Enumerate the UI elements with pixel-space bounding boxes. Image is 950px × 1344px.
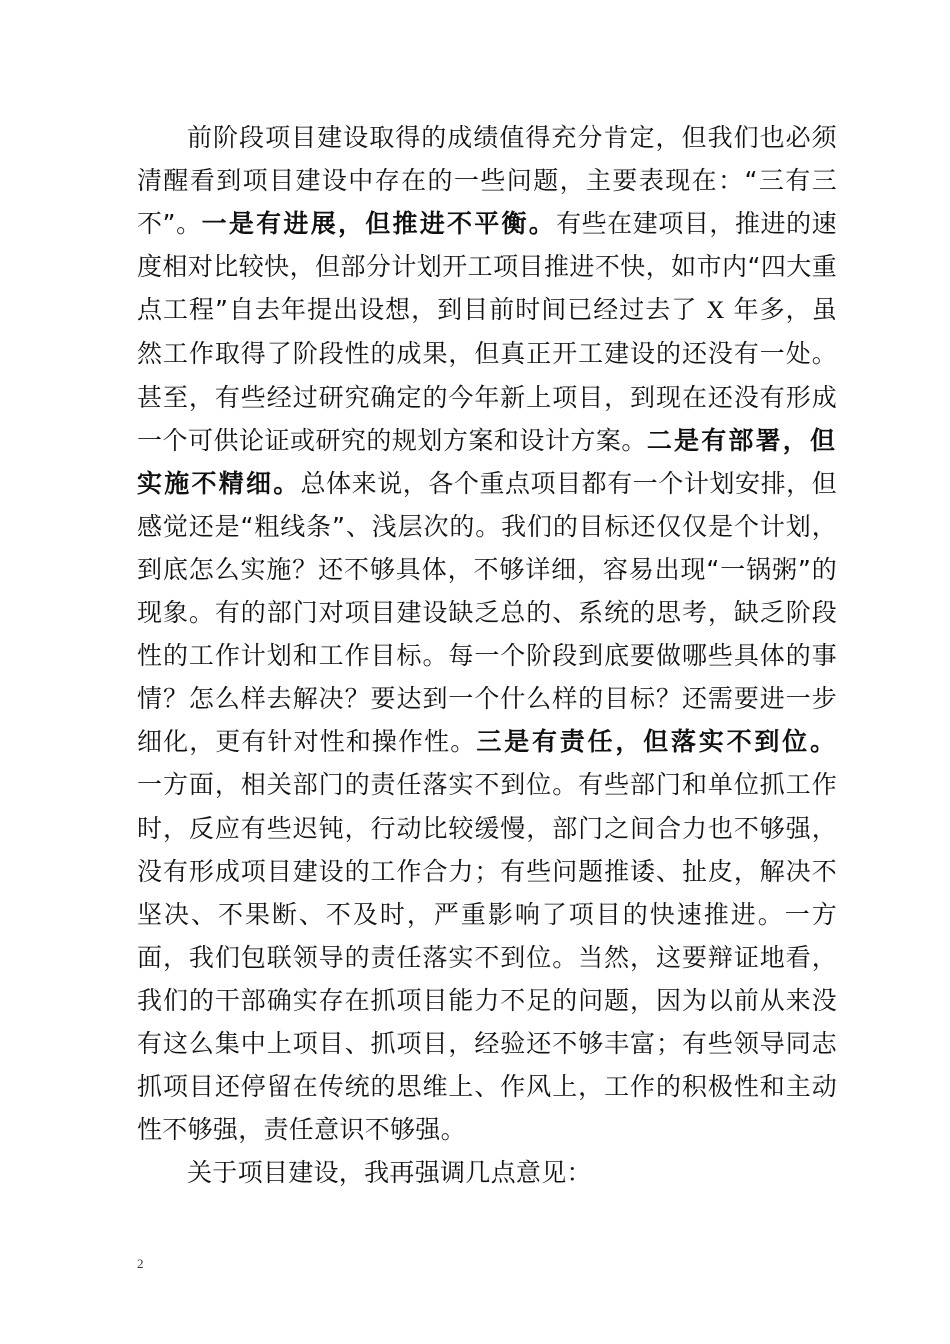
point1-text-b: 年多，虽然工作取得了阶段性的成果，但真正开工建设的还没有一处。甚至，有些经过研究确定的今年新上项目，到现在还没有形成一个可供论证或研究的规划方案和设计方案。 (137, 295, 837, 455)
point1-heading: 一是有进展，但推进不平衡。 (201, 209, 557, 239)
point3-text: 一方面，相关部门的责任落实不到位。有些部门和单位抓工作时，反应有些迟钝，行动比较缓慢，部门之间合力也不够强，没有形成项目建设的工作合力；有些问题推诿、扯皮，解决不坚决、不果断、不及时，严重影响了项目的快速推进。一方面，我们包联领导的责任落实不到位。当然，这要辩证地看，我们的干部确实存在抓项目能力不足的问题，因为以前从来没有这么集中上项目、抓项目，经验还不够丰富；有些领导同志抓项目还停留在传统的思维上、作风上，工作的积极性和主动性不够强，责任意识不够强。 (137, 770, 837, 1145)
paragraph-problems (137, 116, 837, 1151)
intro-text: 前阶段项目建设取得的成绩值得充分肯定，但我们也必须清醒看到项目建设中存在的一些问题，主要表现在：“三有三不”。 (137, 123, 837, 239)
paragraph-opinions: 关于项目建设，我再强调几点意见： (187, 1158, 592, 1188)
point3-heading: 三是有责任，但落实不到位。 (476, 727, 837, 757)
document-body (137, 116, 837, 1194)
point2-text: 总体来说，各个重点项目都有一个计划安排，但感觉还是“粗线条”、浅层次的。我们的目标还仅仅是个计划，到底怎么实施？还不够具体，不够详细，容易出现“一锅粥”的现象。有的部门对项目建设缺乏总的、系统的思考，缺乏阶段性的工作计划和工作目标。每一个阶段到底要做哪些具体的事情？怎么样去解决？要达到一个什么样的目标？还需要进一步细化，更有针对性和操作性。 (137, 468, 837, 757)
point1-x-placeholder: X (706, 297, 725, 325)
point1-text-a: 有些在建项目，推进的速度相对比较快，但部分计划开工项目推进不快，如市内“四大重点工程”自去年提出设想，到目前时间已经过去了 (137, 209, 837, 325)
page-number: 2 (137, 1256, 144, 1271)
point2-heading: 二是有部署，但实施不精细。 (137, 425, 837, 498)
